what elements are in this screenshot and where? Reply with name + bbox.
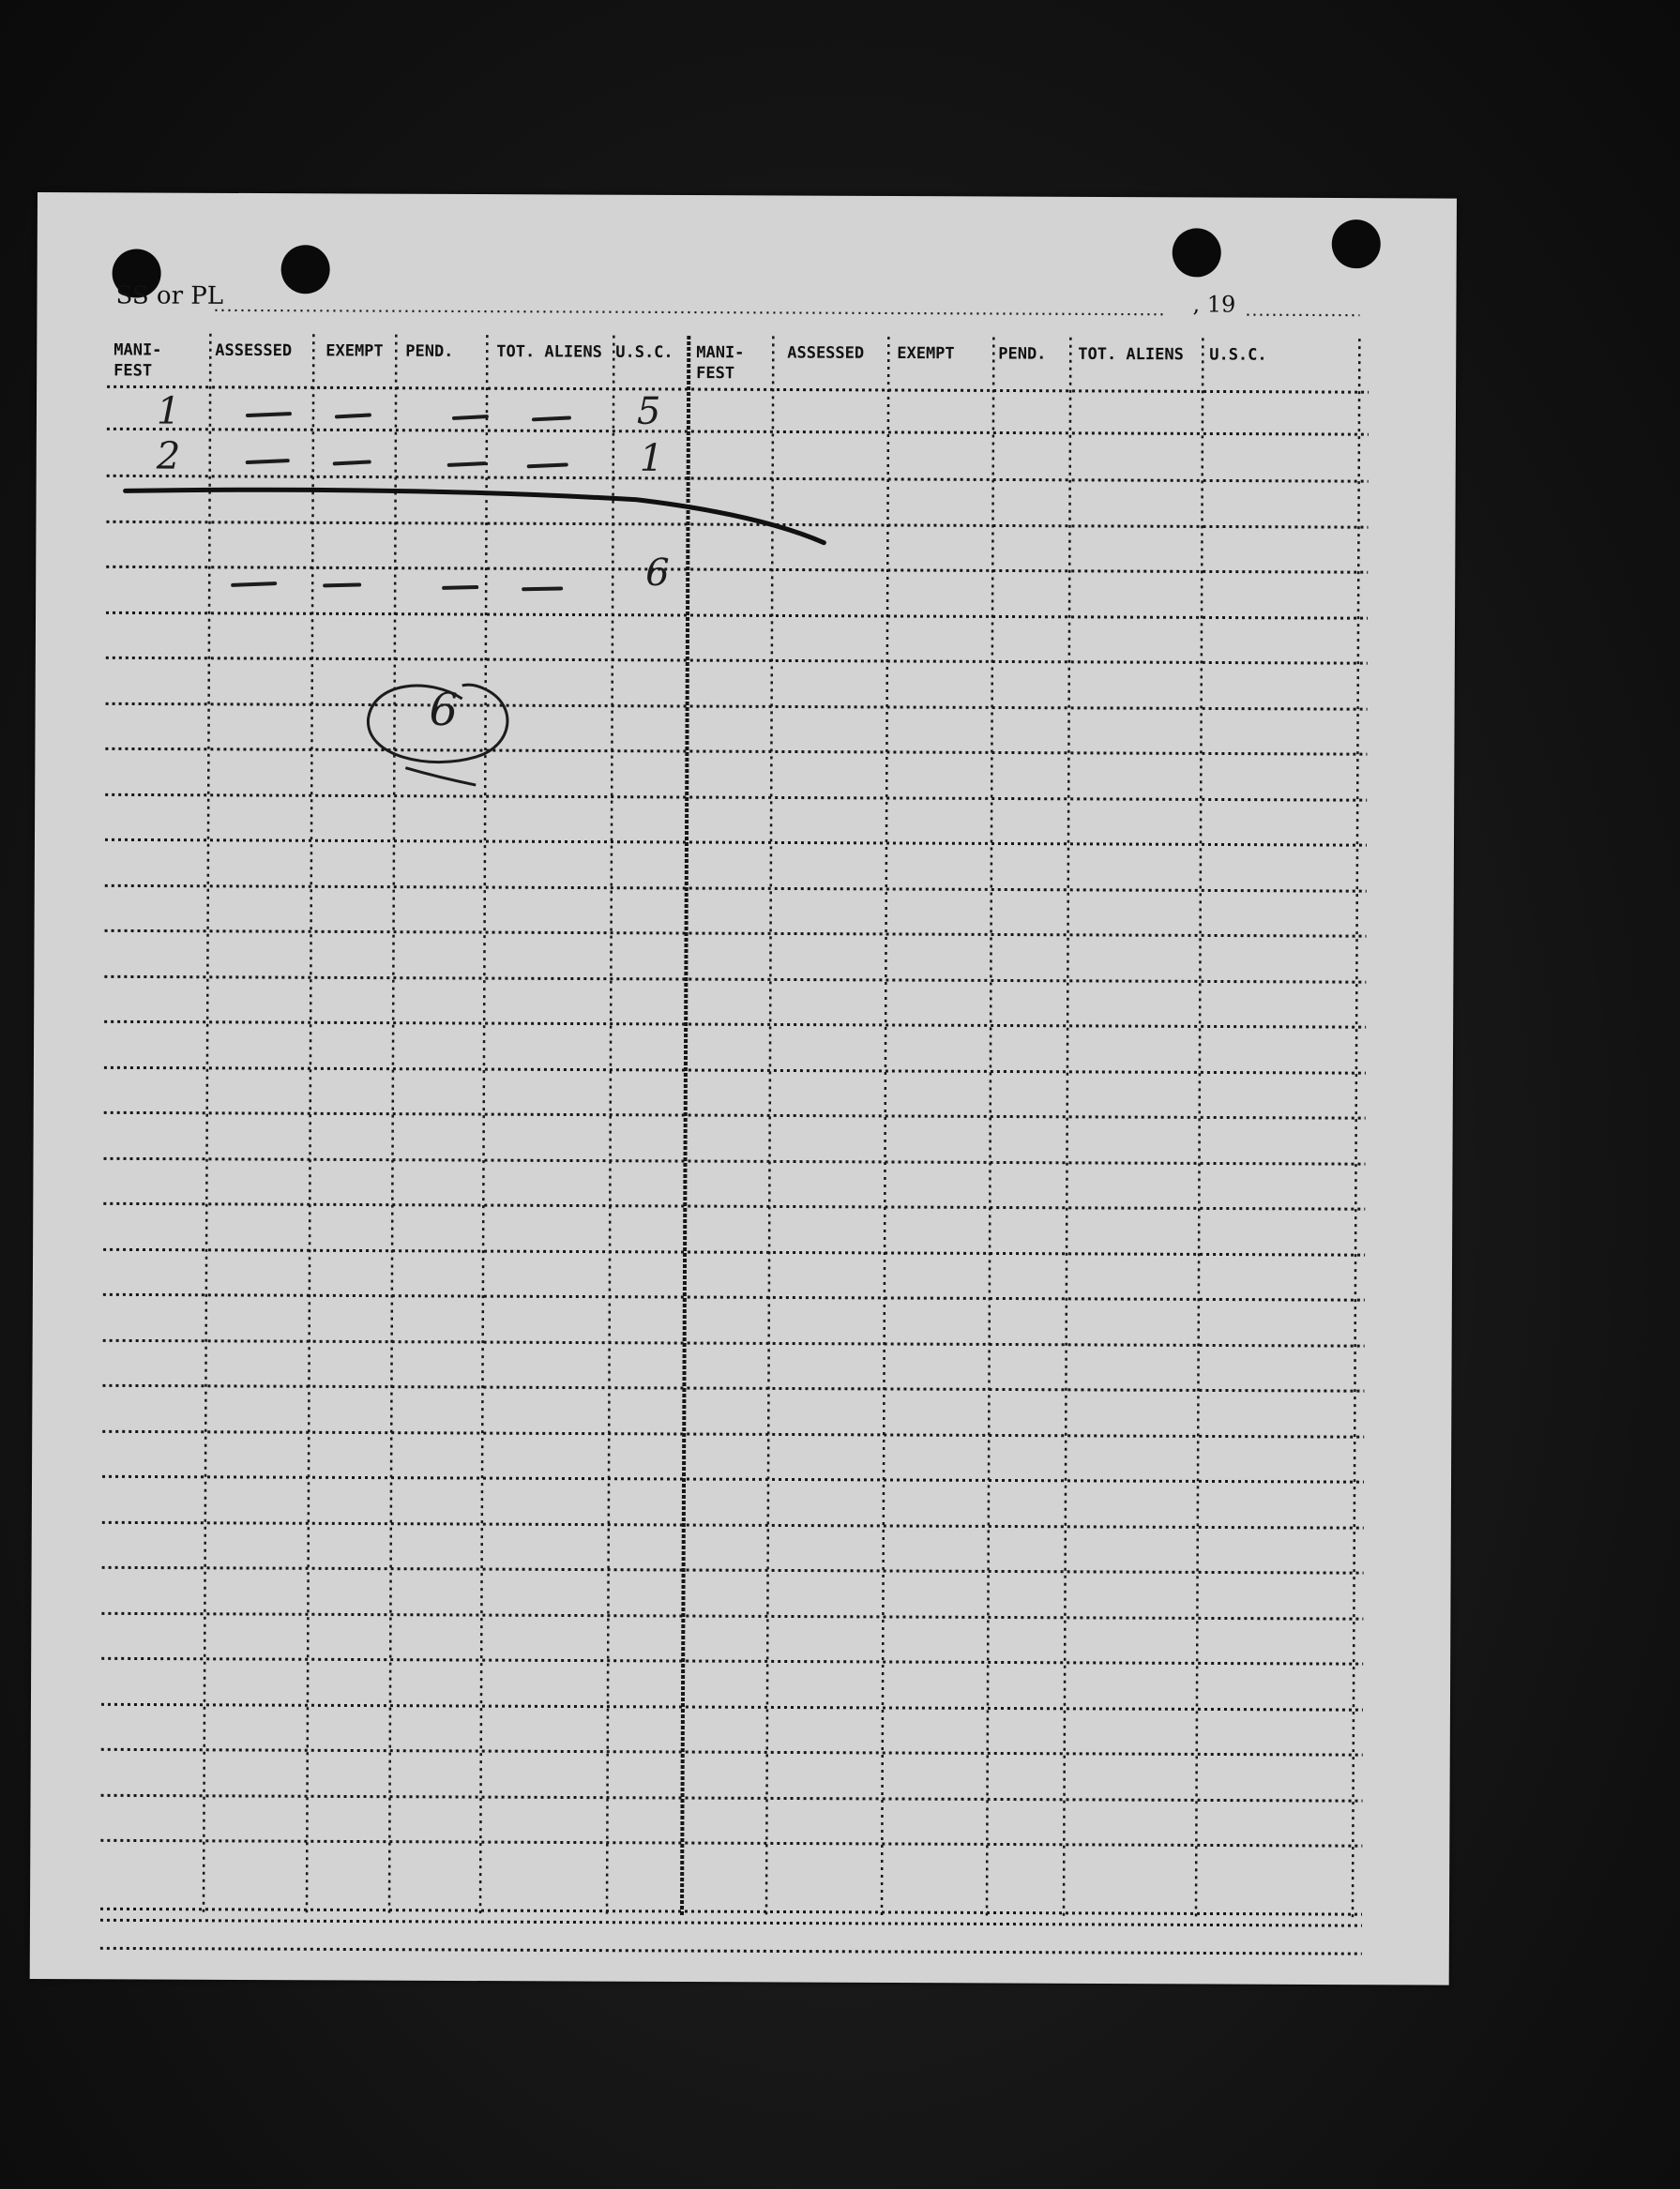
grid-row-line — [106, 657, 1368, 663]
grid-row-line — [107, 429, 1369, 434]
col-header-usc-right: U.S.C. — [1209, 345, 1267, 365]
grid-row-line — [105, 930, 1367, 936]
grid-row-line — [102, 1431, 1364, 1437]
ruled-grid — [30, 192, 1457, 1985]
grid-row-line — [107, 476, 1369, 481]
grid-column-line — [1353, 339, 1359, 1919]
grid-row-line — [101, 1749, 1363, 1755]
grid-column-line — [480, 335, 487, 1915]
col-header-manifest-right — [696, 342, 744, 384]
grid-row-line — [103, 1294, 1365, 1300]
grid-column-line — [204, 334, 210, 1914]
grid-row-line — [102, 1385, 1364, 1391]
grid-row-line — [105, 839, 1367, 845]
leader-line — [1247, 315, 1359, 316]
header-line: MANI- — [696, 343, 745, 363]
leader-line — [215, 310, 1162, 314]
ss-or-pl-label: SS or PL — [115, 281, 224, 310]
grid-row-line — [102, 1476, 1364, 1482]
col-header-exempt-left: EXEMPT — [325, 341, 384, 361]
entry-manifest-2: 2 — [156, 434, 181, 478]
grid-row-line — [101, 1704, 1363, 1710]
col-header-manifest-left — [114, 340, 161, 381]
total-usc: 6 — [645, 551, 670, 595]
grid-row-line — [105, 885, 1367, 891]
grid-row-line — [106, 703, 1368, 709]
grid-row-line — [101, 1613, 1363, 1619]
entry-usc-1: 5 — [636, 389, 661, 433]
entry-usc-2: 1 — [639, 436, 664, 480]
col-header-assessed-left: ASSESSED — [215, 340, 293, 361]
grid-row-line — [104, 1158, 1366, 1164]
header-line: FEST — [696, 364, 735, 384]
grid-row-line — [100, 1909, 1362, 1914]
grid-row-line — [101, 1658, 1363, 1664]
grid-row-line — [103, 1340, 1365, 1346]
grid-column-line — [607, 336, 613, 1916]
grid-row-line — [100, 1948, 1362, 1954]
year-label: , 19 — [1192, 291, 1236, 318]
grid-row-line — [106, 612, 1368, 618]
col-header-pend-left: PEND. — [405, 341, 454, 361]
grid-row-line — [102, 1522, 1364, 1528]
grid-row-line — [104, 1067, 1366, 1073]
grid-column-line — [987, 337, 993, 1917]
grid-row-line — [102, 1567, 1364, 1573]
header-line: FEST — [114, 361, 153, 381]
col-header-usc-left: U.S.C. — [615, 342, 674, 362]
circled-total: 6 — [429, 683, 459, 736]
form-sheet — [30, 192, 1457, 1985]
grid-row-line — [106, 566, 1368, 572]
grid-row-line — [100, 1840, 1362, 1846]
grid-row-line — [105, 748, 1367, 754]
grid-row-line — [103, 1249, 1365, 1255]
col-header-assessed-right: ASSESSED — [787, 343, 865, 363]
grid-row-line — [104, 1021, 1366, 1027]
col-header-exempt-right: EXEMPT — [897, 343, 955, 364]
grid-column-line — [766, 336, 773, 1916]
grid-row-line — [103, 1203, 1365, 1209]
grid-row-line — [104, 976, 1366, 982]
grid-row-line — [105, 794, 1367, 800]
grid-column-line — [882, 337, 888, 1917]
grid-row-line — [107, 386, 1369, 392]
grid-row-line — [101, 1795, 1363, 1801]
grid-row-line — [106, 521, 1368, 527]
grid-column-line — [307, 334, 313, 1914]
col-header-tot-aliens-right: TOT. ALIENS — [1078, 344, 1184, 365]
center-divider — [682, 336, 689, 1916]
grid-column-line — [389, 335, 396, 1915]
grid-row-line — [100, 1920, 1362, 1925]
entry-manifest-1: 1 — [156, 389, 181, 433]
header-line: MANI- — [114, 340, 162, 360]
grid-column-line — [1196, 338, 1203, 1918]
col-header-tot-aliens-left: TOT. ALIENS — [496, 342, 602, 362]
col-header-pend-right: PEND. — [998, 344, 1047, 364]
grid-row-line — [104, 1112, 1366, 1118]
grid-column-line — [1064, 338, 1070, 1918]
